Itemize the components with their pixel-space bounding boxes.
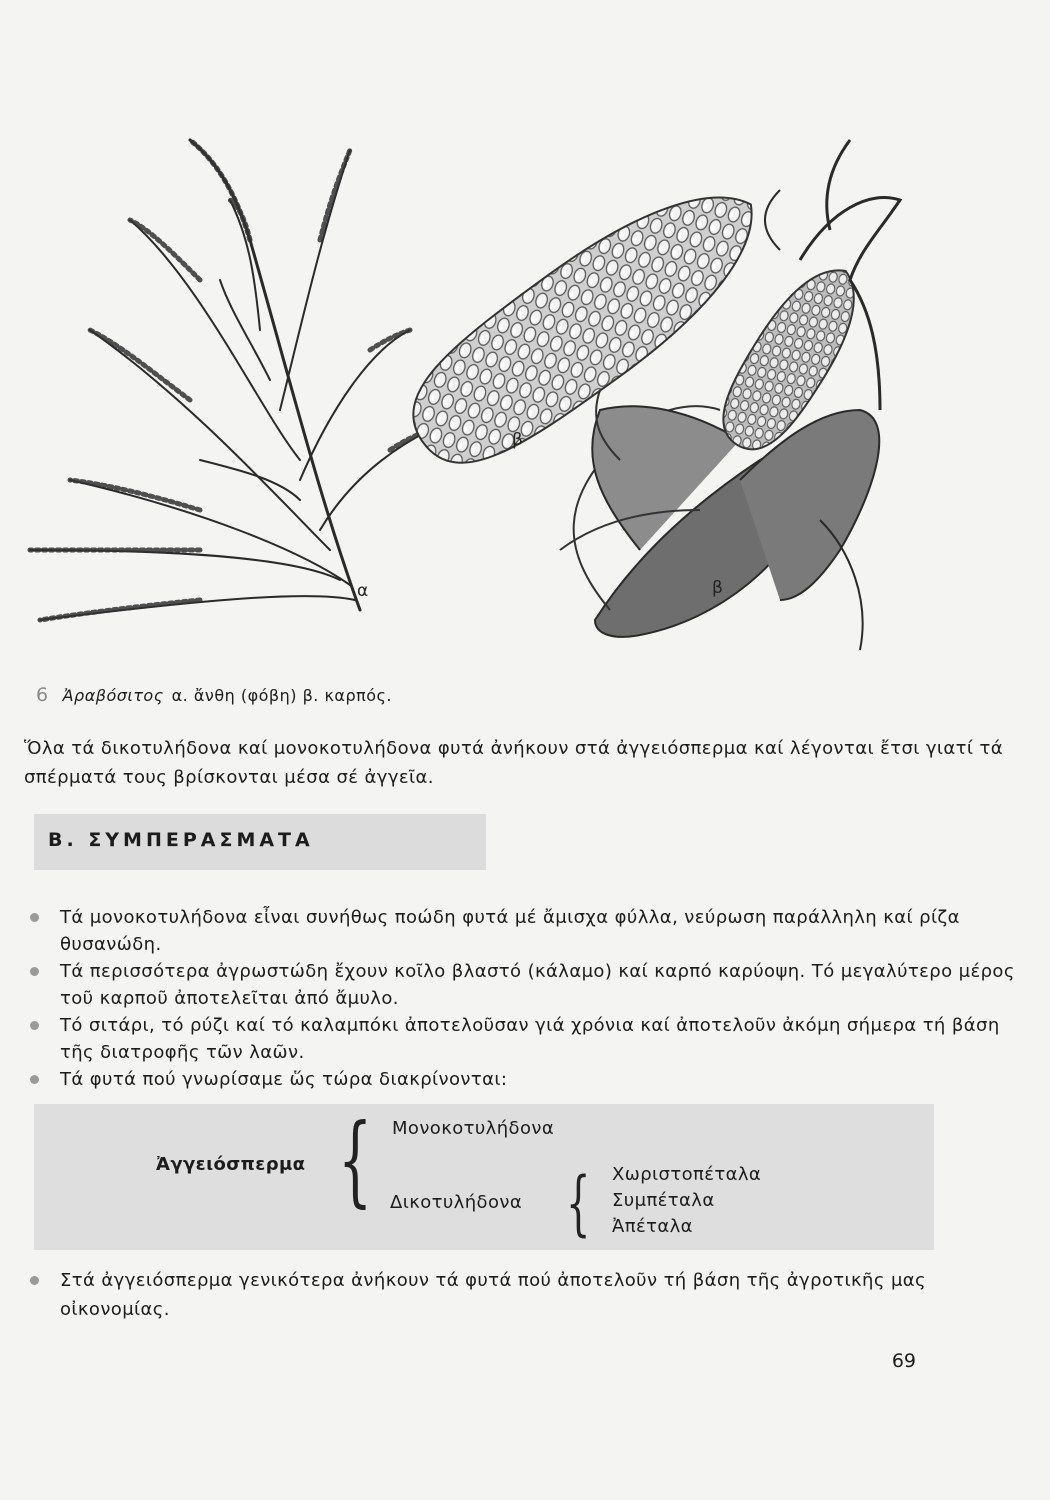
classification-di-child-2: Συμπέταλα: [612, 1190, 715, 1211]
bullet-icon: [30, 1276, 39, 1285]
page-number: 69: [891, 1350, 916, 1372]
figure-number: 6: [36, 684, 49, 706]
bullet-icon: [30, 1021, 39, 1030]
final-paragraph: Στά ἀγγειόσπερμα γενικότερα ἀνήκουν τά φυτά πού ἀποτελοῦν τή βάση τῆς ἀγροτικῆς μας οἰκονομίας.: [30, 1266, 1020, 1324]
caption-title: Ἀραβόσιτος: [62, 686, 164, 705]
figure-label-b-upper: β: [512, 430, 523, 450]
classification-di: Δικοτυλήδονα: [390, 1192, 523, 1213]
list-item: Τό σιτάρι, τό ρύζι καί τό καλαμπόκι ἀποτελοῦσαν γιά χρόνια καί ἀποτελοῦν ἀκόμη σήμερα τή βάση τῆς διατροφῆς τῶν λαῶν.: [30, 1012, 1020, 1066]
maize-illustration: [0, 80, 1050, 680]
section-title: Β. ΣΥΜΠΕΡΑΣΜΑΤΑ: [48, 829, 314, 851]
figure-caption: [36, 684, 392, 706]
bullet-icon: [30, 913, 39, 922]
conclusions-list: [30, 904, 1020, 1093]
classification-root: Ἀγγειόσπερμα: [156, 1154, 306, 1175]
classification-di-child-3: Ἀπέταλα: [612, 1216, 693, 1237]
tassel-spikelets: [30, 140, 430, 620]
list-item: Τά φυτά πού γνωρίσαμε ὥς τώρα διακρίνονται:: [30, 1066, 1020, 1093]
bullet-icon: [30, 1075, 39, 1084]
classification-di-child-1: Χωριστοπέταλα: [612, 1164, 762, 1185]
figure-label-b-lower: β: [712, 578, 723, 598]
caption-text: α. ἄνθη (φόβη) β. καρπός.: [171, 686, 393, 705]
list-item: Τά περισσότερα ἀγρωστώδη ἔχουν κοῖλο βλαστό (κάλαμο) καί καρπό καρύοψη. Τό μεγαλύτερο μέρος τοῦ καρποῦ ἀποτελεῖται ἀπό ἄμυλο.: [30, 958, 1020, 1012]
intro-paragraph: Ὅλα τά δικοτυλήδονα καί μονοκοτυλήδονα φυτά ἀνήκουν στά ἀγγειόσπερμα καί λέγονται ἔτσι γιατί τά σπέρματά τους βρίσκονται μέσα σέ ἀγγεῖα.: [24, 738, 1004, 788]
classification-mono: Μονοκοτυλήδονα: [392, 1118, 555, 1139]
list-item: Τά μονοκοτυλήδονα εἶναι συνήθως ποώδη φυτά μέ ἄμισχα φύλλα, νεύρωση παράλληλη καί ρίζα θυσανώδη.: [30, 904, 1020, 958]
large-brace-icon: {: [338, 1104, 373, 1218]
figure-label-a: α: [357, 581, 369, 601]
tassel-drawing: [30, 140, 430, 620]
bullet-icon: [30, 967, 39, 976]
small-brace-icon: {: [566, 1162, 591, 1244]
